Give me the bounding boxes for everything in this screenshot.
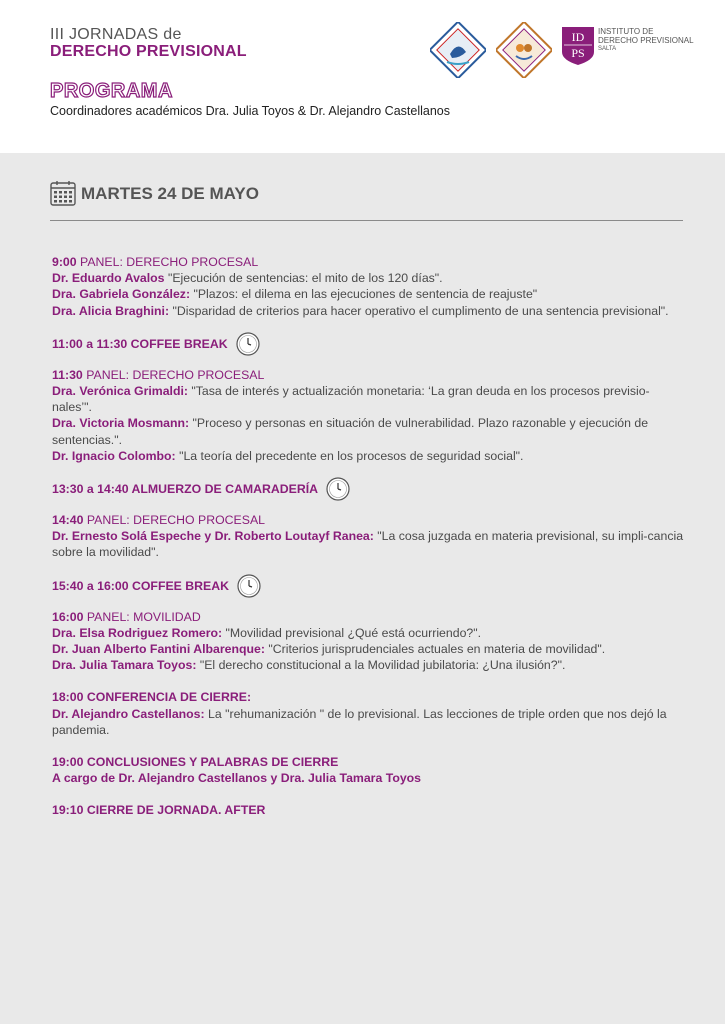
talk-title: "La cosa juzgada en materia previsional, su impli-cancia sobre la movilidad". bbox=[52, 529, 684, 560]
break-row bbox=[52, 331, 687, 357]
divider bbox=[50, 220, 683, 221]
session-label: PANEL: MOVILIDAD bbox=[83, 609, 201, 624]
idps-name bbox=[598, 27, 694, 54]
day-title: MARTES 24 DE MAYO bbox=[81, 184, 259, 203]
session-label: PANEL: DERECHO PROCESAL bbox=[76, 255, 259, 269]
speaker-name: Dr. Juan Alberto Fantini Albarenque: bbox=[52, 642, 265, 657]
session-block bbox=[52, 254, 687, 319]
session-block bbox=[52, 512, 687, 561]
closing-speakers: A cargo de Dr. Alejandro Castellanos y Dra. Julia Tamara Toyos bbox=[52, 771, 422, 786]
event-title-line1: III JORNADAS de bbox=[50, 26, 182, 43]
session-time: 19:10 CIERRE DE JORNADA. AFTER bbox=[52, 803, 266, 818]
emblem-logo-1 bbox=[430, 22, 486, 78]
idps-shield-logo bbox=[561, 26, 595, 66]
speaker-name: Dra. Victoria Mosmann: bbox=[52, 416, 190, 431]
session-block bbox=[52, 802, 687, 818]
talk-title: "Proceso y personas en situación de vulnerabilidad. Plazo razonable y ejecución de sentencias.". bbox=[52, 416, 649, 447]
session-time: 16:00 bbox=[52, 609, 84, 624]
session-block bbox=[52, 609, 687, 674]
idps-letters-top: ID bbox=[571, 30, 585, 44]
talk-title: "El derecho constitucional a la Movilidad jubilatoria: ¿Una ilusión?". bbox=[196, 658, 566, 673]
speaker-name: Dr. Eduardo Avalos bbox=[52, 271, 165, 286]
talk-title: "Movilidad previsional ¿Qué está ocurriendo?". bbox=[222, 625, 482, 640]
talk-title: "Ejecución de sentencias: el mito de los 120 días". bbox=[164, 271, 443, 286]
break-label: 13:30 a 14:40 ALMUERZO DE CAMARADERÍA bbox=[52, 481, 319, 496]
coordinators-text: Coordinadores académicos Dra. Julia Toyos & Dr. Alejandro Castellanos bbox=[50, 104, 450, 118]
idps-line3: SALTA bbox=[598, 46, 617, 52]
clock-icon bbox=[236, 332, 260, 356]
talk-title: "Tasa de interés y actualización monetaria: ‘La gran deuda en los procesos previsio-nales’". bbox=[52, 384, 650, 415]
clock-icon bbox=[237, 574, 261, 598]
talk-title: "Criterios jurisprudenciales actuales en materia de movilidad". bbox=[264, 642, 606, 657]
header bbox=[0, 0, 725, 153]
session-time: 14:40 bbox=[52, 513, 84, 528]
idps-line2: DERECHO PREVISIONAL bbox=[598, 36, 694, 45]
speaker-name: Dr. Ernesto Solá Espeche y Dr. Roberto Loutayf Ranea: bbox=[52, 529, 374, 544]
session-time: 11:30 bbox=[52, 367, 83, 382]
talk-title: "La teoría del precedente en los procesos de seguridad social". bbox=[175, 448, 524, 463]
talk-title: "Disparidad de criterios para hacer operativo el cumplimento de una sentencia previsional". bbox=[169, 303, 669, 318]
idps-letters-bottom: PS bbox=[571, 46, 585, 60]
speaker-name: Dra. Verónica Grimaldi: bbox=[52, 384, 188, 399]
session-time: 9:00 bbox=[52, 255, 77, 269]
program-list bbox=[52, 254, 687, 835]
idps-line1: INSTITUTO DE bbox=[598, 27, 654, 36]
session-block bbox=[52, 754, 687, 786]
speaker-name: Dr. Ignacio Colombo: bbox=[52, 448, 176, 463]
session-block bbox=[52, 689, 687, 738]
break-row bbox=[52, 476, 687, 502]
speaker-name: Dr. Alejandro Castellanos: bbox=[52, 706, 205, 721]
emblem-logo-2 bbox=[496, 22, 552, 78]
break-row bbox=[52, 573, 687, 599]
calendar-icon bbox=[50, 180, 76, 206]
speaker-name: Dra. Julia Tamara Toyos: bbox=[52, 658, 197, 673]
talk-title: La "rehumanización " de lo previsional. Las lecciones de triple orden que nos dejó la pandemia. bbox=[52, 706, 667, 737]
speaker-name: Dra. Gabriela González: bbox=[52, 287, 191, 302]
speaker-name: Dra. Elsa Rodriguez Romero: bbox=[52, 625, 223, 640]
session-time: 19:00 CONCLUSIONES Y PALABRAS DE CIERRE bbox=[52, 755, 339, 770]
clock-icon bbox=[326, 477, 350, 501]
program-title: PROGRAMA bbox=[50, 80, 173, 102]
session-label: PANEL: DERECHO PROCESAL bbox=[83, 513, 265, 528]
talk-title: "Plazos: el dilema en las ejecuciones de sentencia de reajuste" bbox=[190, 287, 538, 302]
break-label: 15:40 a 16:00 COFFEE BREAK bbox=[52, 578, 230, 593]
break-label: 11:00 a 11:30 COFFEE BREAK bbox=[52, 336, 228, 351]
event-title-line2: DERECHO PREVISIONAL bbox=[50, 43, 247, 60]
session-block bbox=[52, 367, 687, 464]
session-label: PANEL: DERECHO PROCESAL bbox=[82, 367, 265, 382]
session-time: 18:00 CONFERENCIA DE CIERRE: bbox=[52, 690, 252, 705]
speaker-name: Dra. Alicia Braghini: bbox=[52, 303, 170, 318]
